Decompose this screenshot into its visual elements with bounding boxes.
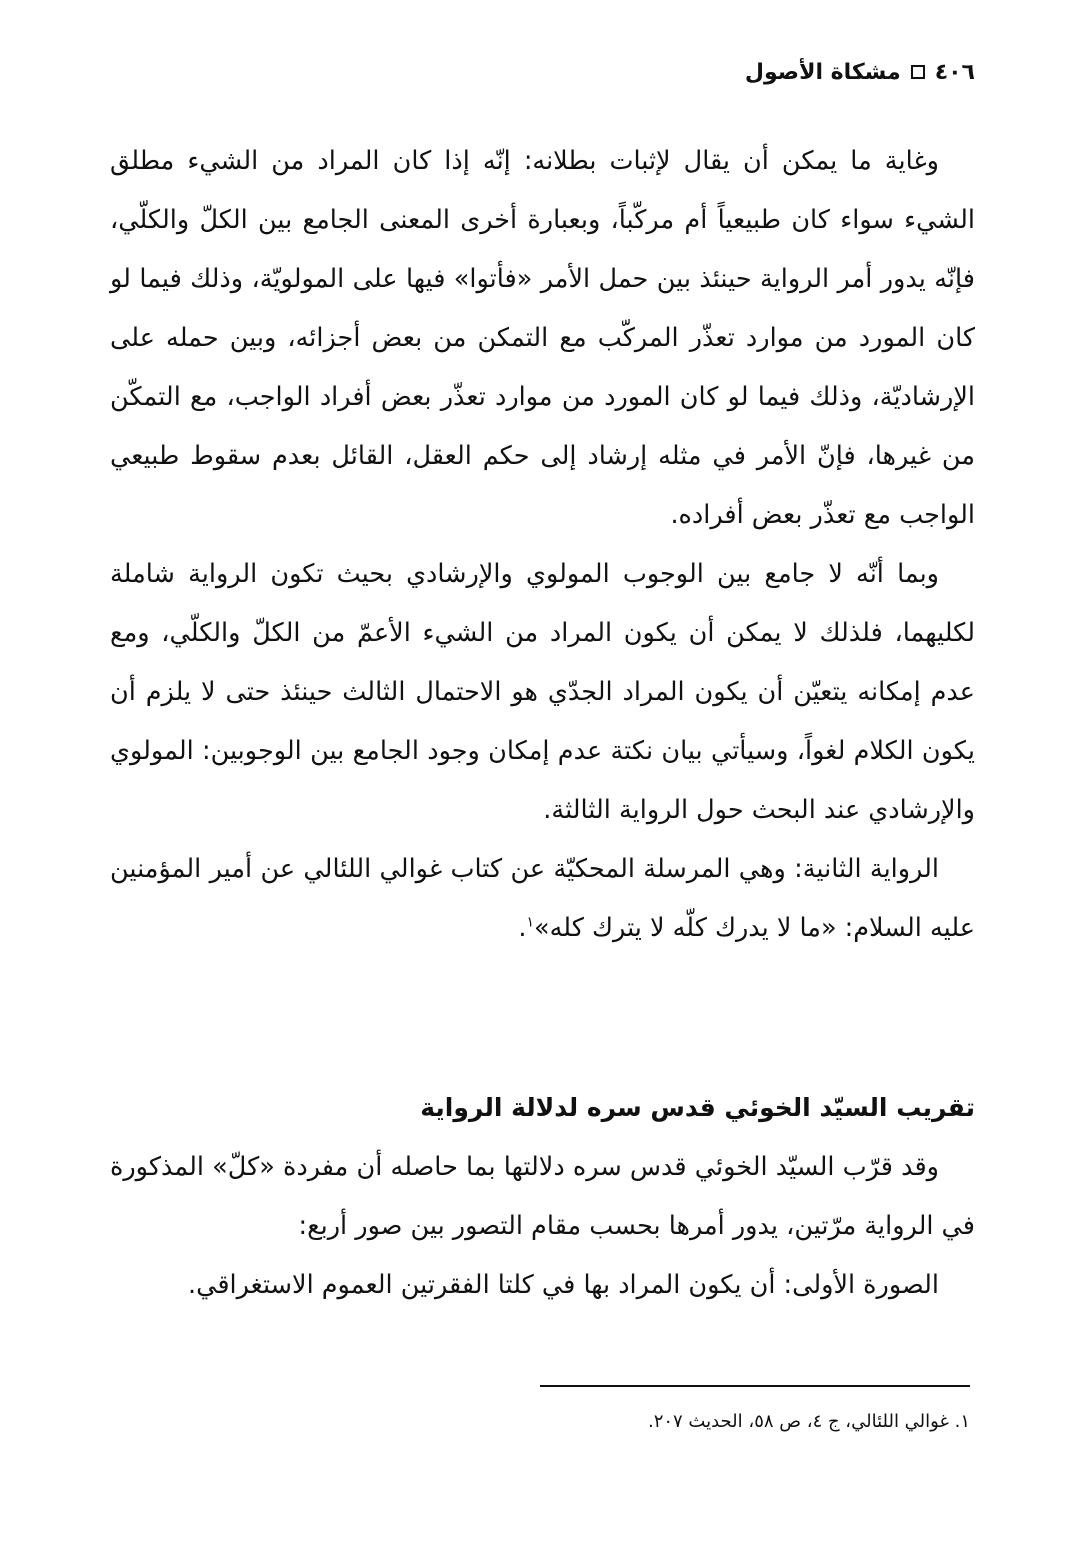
paragraph-1: وغاية ما يمكن أن يقال لإثبات بطلانه: إنّه إذا كان المراد من الشيء مطلق الشيء سواء كان طبيعياً أم مركّباً، وبعبارة أخرى المعنى الجامع بين الكلّ والكلّي، فإنّه يدور أمر الرواية حينئذ بين حمل الأمر «فأتوا» فيها على المولويّة، وذلك فيما لو كان المورد من موارد تعذّر المركّب مع التمكن من بعض أجزائه، وبين حمله على الإرشاديّة، وذلك فيما لو كان المورد من موارد تعذّر بعض أفراد الواجب، مع التمكّن من غيرها، فإنّ الأمر في مثله إرشاد إلى حكم العقل، القائل بعدم سقوط طبيعي الواجب مع تعذّر بعض أفراده.: [110, 146, 975, 530]
footnote-marker: ١: [526, 914, 535, 931]
footnote: ١. غوالي اللئالي، ج ٤، ص ٥٨، الحديث ٢٠٧.: [647, 1411, 970, 1432]
second-narration-text: الرواية الثانية: وهي المرسلة المحكيّة عن كتاب غوالي اللئالي عن أمير المؤمنين عليه السلام: «ما لا يدرك كلّه لا يترك كله»: [110, 854, 975, 943]
paragraph-second-narration: الرواية الثانية: وهي المرسلة المحكيّة عن كتاب غوالي اللئالي عن أمير المؤمنين عليه السلام: «ما لا يدرك كلّه لا يترك كله»$^١$.: [110, 854, 975, 943]
section-paragraph-2: الصورة الأولى: أن يكون المراد بها في كلتا الفقرتين العموم الاستغراقي.: [187, 1270, 939, 1300]
header-separator-square: [911, 65, 925, 79]
section-paragraph-1: وقد قرّب السيّد الخوئي قدس سره دلالتها بما حاصله أن مفردة «كلّ» المذكورة في الرواية مرّتين، يدور أمرها بحسب مقام التصور بين صور أربع:: [110, 1152, 975, 1241]
section-block: [110, 1078, 975, 1315]
running-header: [575, 52, 975, 92]
main-text-block: [110, 132, 975, 958]
book-title: مشكاة الأصول: [744, 59, 901, 85]
paragraph-2: وبما أنّه لا جامع بين الوجوب المولوي والإرشادي بحيث تكون الرواية شاملة لكليهما، فلذلك لا يمكن أن يكون المراد من الشيء الأعمّ من الكلّ والكلّي، ومع عدم إمكانه يتعيّن أن يكون المراد الجدّي هو الاحتمال الثالث حينئذ حتى لا يلزم أن يكون الكلام لغواً، وسيأتي بيان نكتة عدم إمكان وجود الجامع بين الوجوبين: المولوي والإرشادي عند البحث حول الرواية الثالثة.: [110, 559, 975, 825]
section-heading: تقريب السيّد الخوئي قدس سره لدلالة الرواية: [420, 1093, 975, 1122]
page-number: ٤٠٦: [934, 59, 975, 85]
footnote-divider: [540, 1385, 970, 1387]
